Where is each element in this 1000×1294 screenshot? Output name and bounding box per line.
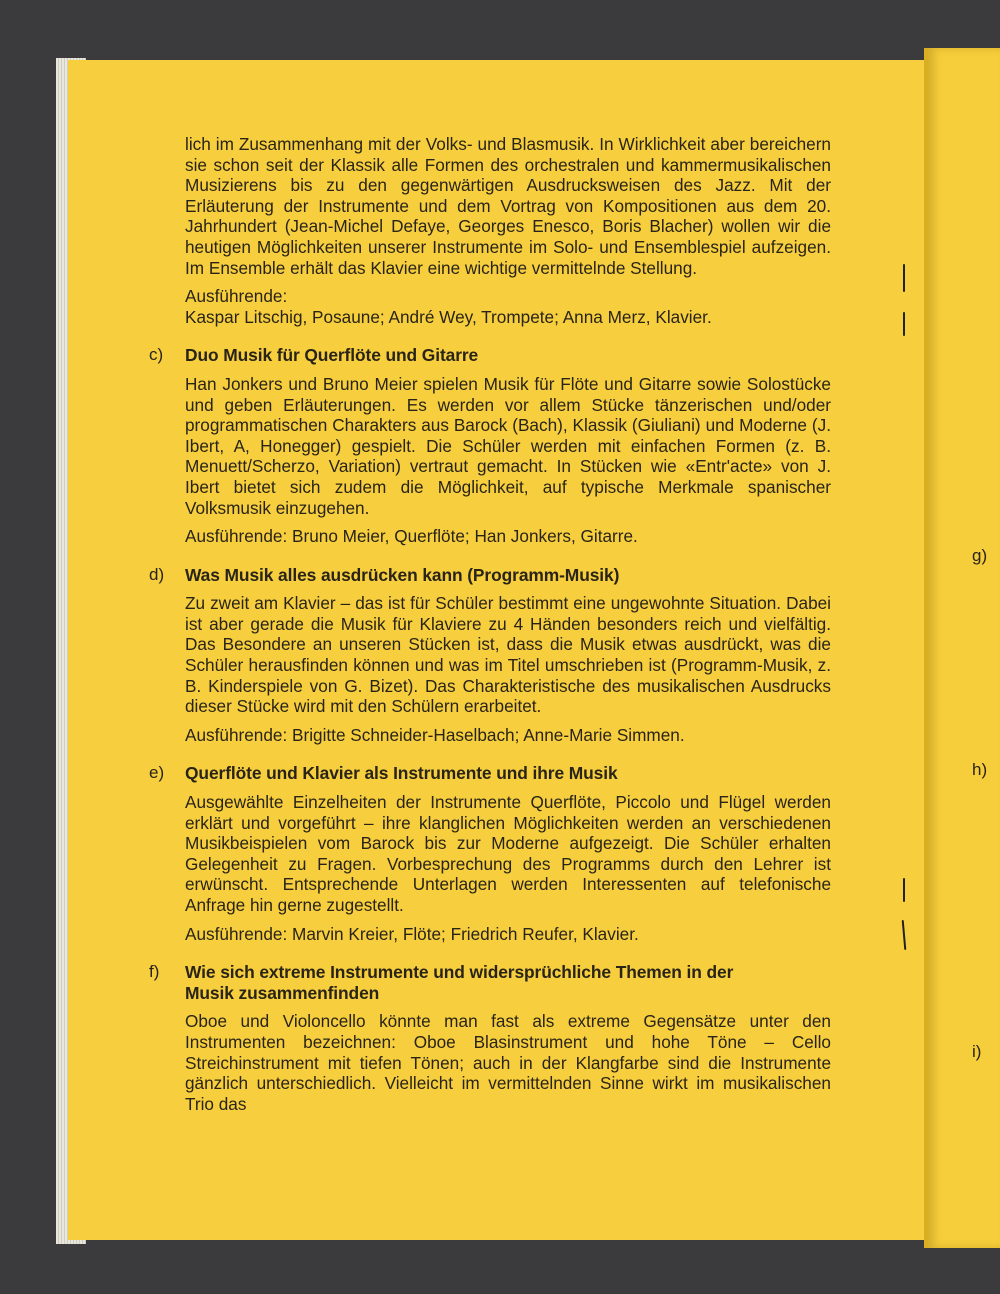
facing-page (928, 48, 1000, 1248)
section-d (149, 564, 831, 746)
section-performers: Ausführende: Marvin Kreier, Flöte; Friedrich Reufer, Klavier. (185, 923, 639, 944)
section-marker: f) (149, 962, 160, 982)
section-c (149, 345, 831, 547)
section-marker: d) (149, 564, 165, 584)
facing-page-label-g: g) (972, 546, 988, 565)
section-performers: Ausführende: Brigitte Schneider-Haselbach; Anne-Marie Simmen. (185, 724, 685, 745)
section-body: Han Jonkers und Bruno Meier spielen Musik für Flöte und Gitarre sowie Solostücke und geben Erläuterungen. Es werden vor allem Stücke tänzerischen und/oder programmatischen Charakters aus Barock (Bach), Klassik (Giuliani) und Moderne (J. Ibert, A, Honegger) gespielt. Die Schüler werden mit einfachen Formen (z. B. Menuett/Scherzo, Variation) vertraut gemacht. In Stücken wie «Entr'acte» von J. Ibert bietet sich zudem die Möglichkeit, auf typische Merkmale spanischer Volksmusik einzugehen. (185, 373, 831, 518)
document-body (149, 134, 831, 1114)
section-e (149, 763, 831, 944)
section-title: Duo Musik für Querflöte und Gitarre (185, 345, 479, 366)
section-f (149, 962, 831, 1114)
section-title: Wie sich extreme Instrumente und widersprüchliche Themen in der Musik zusammenfinden (185, 962, 734, 1003)
intro-performers: Kaspar Litschig, Posaune; André Wey, Trompete; Anna Merz, Klavier. (185, 306, 712, 327)
section-performers: Ausführende: Bruno Meier, Querflöte; Han Jonkers, Gitarre. (185, 526, 638, 547)
intro-performers-label: Ausführende: (185, 286, 288, 307)
section-body: Ausgewählte Einzelheiten der Instrumente Querflöte, Piccolo und Flügel werden erklärt und vorgeführt – ihre klanglichen Möglichkeiten werden an verschiedenen Musikbeispielen vom Barock bis zur Moderne aufgezeigt. Die Schüler erhalten Gelegenheit zu Fragen. Vorbesprechung des Programms durch den Lehrer ist erwünscht. Entsprechende Unterlagen werden Interessenten auf telefonische Anfrage hin gerne zugestellt. (185, 792, 831, 915)
margin-mark (903, 878, 905, 902)
section-body: Oboe und Violoncello könnte man fast als extreme Gegensätze unter den Instrumenten bezeichnen: Oboe Blasinstrument und hohe Töne – Cello Streichinstrument mit tiefen Tönen; auch in der Klangfarbe sind die Instrumente gänzlich unterschiedlich. Vielleicht im vermittelnden Sinne wirkt im musikalischen Trio das (185, 1011, 831, 1114)
section-body: Zu zweit am Klavier – das ist für Schüler bestimmt eine ungewohnte Situation. Dabei ist aber gerade die Musik für Klaviere zu 4 Händen besonders reich und vielfältig. Das Besondere an unseren Stücken ist, dass die Musik etwas ausdrückt, was die Schüler herausfinden können und was im Titel umschrieben ist (Programm-Musik, z. B. Kinderspiele von G. Bizet). Das Charakteristische des musikalischen Ausdrucks dieser Stücke wird mit den Schülern erarbeitet. (185, 593, 831, 717)
section-title: Was Musik alles ausdrücken kann (Programm-Musik) (185, 564, 620, 585)
margin-mark (903, 312, 905, 336)
section-marker: c) (149, 345, 164, 365)
facing-page-label-i: i) (972, 1042, 982, 1061)
margin-mark (903, 264, 905, 292)
facing-page-label-h: h) (972, 760, 988, 779)
section-marker: e) (149, 763, 165, 783)
section-title: Querflöte und Klavier als Instrumente und ihre Musik (185, 763, 618, 784)
intro-paragraph: lich im Zusammenhang mit der Volks- und Blasmusik. In Wirklichkeit aber bereichern sie schon seit der Klassik alle Formen des orchestralen und kammermusikalischen Musizierens bis zu den gegenwärtigen Ausdrucksweisen des Jazz. Mit der Erläuterung der Instrumente und dem Vortrag von Kompositionen aus dem 20. Jahrhundert (Jean-Michel Defaye, Georges Enesco, Boris Blacher) wollen wir die heutigen Möglichkeiten unserer Instrumente im Solo- und Ensemblespiel aufzeigen. Im Ensemble erhält das Klavier eine wichtige vermittelnde Stellung. (185, 134, 831, 278)
